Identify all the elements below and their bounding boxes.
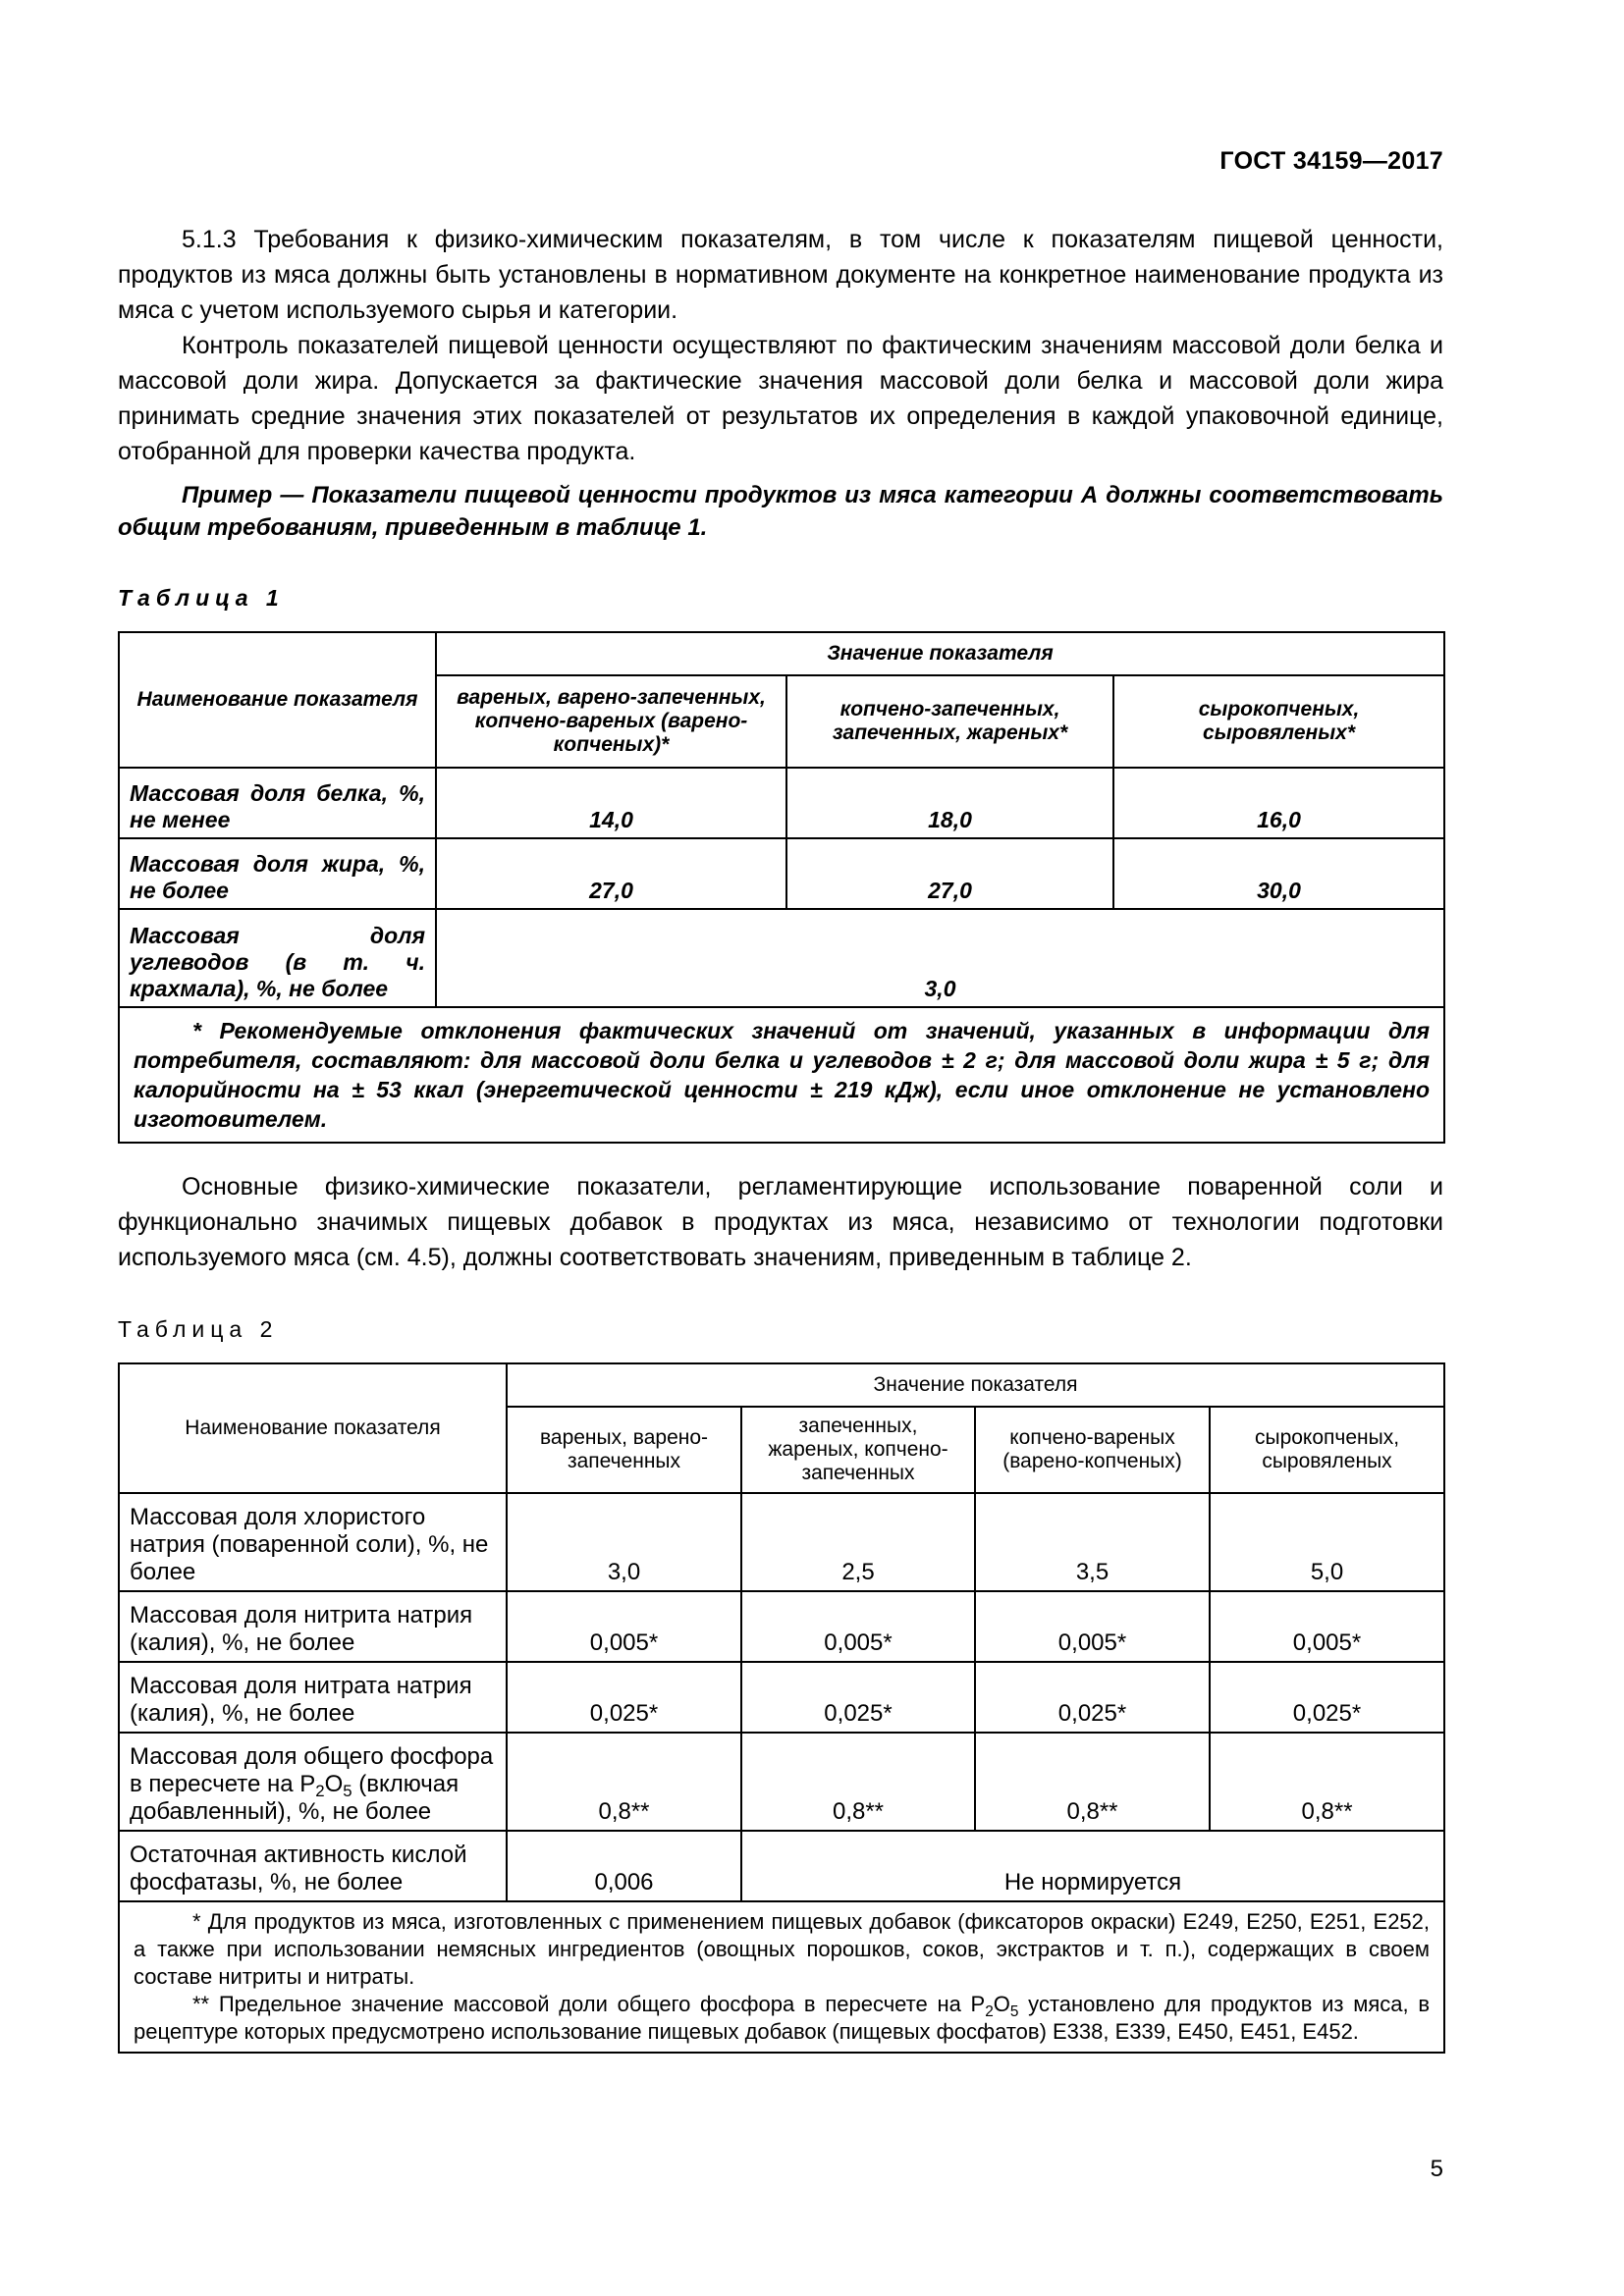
row-name: Массовая доля белка, %, не менее (119, 768, 436, 838)
table2-col-header: запеченных, жареных, копчено-запеченных (741, 1407, 975, 1493)
cell-value: 0,8** (975, 1733, 1210, 1831)
cell-value: 0,005* (975, 1591, 1210, 1662)
table2-header-name: Наименование показателя (119, 1363, 507, 1493)
table1-col-header: вареных, варено-запеченных, копчено-вареных (варено-копченых)* (436, 675, 786, 768)
table1-col-header: сырокопченых, сыровяленых* (1113, 675, 1444, 768)
cell-value: 3,0 (436, 909, 1444, 1007)
cell-value: 3,5 (975, 1493, 1210, 1591)
cell-value: 0,005* (507, 1591, 741, 1662)
table1-footnote: * Рекомендуемые отклонения фактических значений от значений, указанных в информации для потребителя, составляют: для массовой доли белка и углеводов ± 2 г; для массовой доли жира ± 5 г; для калорийности на ± 53 ккал (энергетической ценности ± 219 кДж), если иное отклонение не установлено изготовителем. (119, 1007, 1444, 1143)
cell-value: 0,005* (1210, 1591, 1444, 1662)
table1-caption: Таблица 1 (118, 585, 285, 611)
cell-value: 0,005* (741, 1591, 975, 1662)
cell-value: 16,0 (1113, 768, 1444, 838)
table2-footnotes (119, 1901, 1444, 2053)
cell-value: 0,025* (741, 1662, 975, 1733)
table2-footnote-2: ** Предельное значение массовой доли общего фосфора в пересчете на $P_2O_5$ установлено для продуктов из мяса, в рецептуре которых предусмотрено использование пищевых добавок (пищевых фосфатов) Е338, Е339, Е450, Е451, Е452. (134, 1992, 1431, 2044)
table-2 (118, 1362, 1445, 2054)
cell-value: 2,5 (741, 1493, 975, 1591)
cell-value: 5,0 (1210, 1493, 1444, 1591)
table-row (119, 909, 1444, 1007)
cell-value: 30,0 (1113, 838, 1444, 909)
page-number: 5 (1430, 2156, 1443, 2182)
row-name: Массовая доля жира, %, не более (119, 838, 436, 909)
cell-value: 3,0 (507, 1493, 741, 1591)
cell-value: 0,8** (507, 1733, 741, 1831)
row-name: Массовая доля нитрита натрия (калия), %, не более (119, 1591, 507, 1662)
table1-col-header: копчено-запеченных, запеченных, жареных* (786, 675, 1113, 768)
row-name: Массовая доля нитрата натрия (калия), %, не более (119, 1662, 507, 1733)
cell-value: 0,025* (1210, 1662, 1444, 1733)
paragraph-table2-intro: Основные физико-химические показатели, регламентирующие использование поваренной соли и функционально значимых пищевых добавок в продуктах из мяса, независимо от технологии подготовки используемого мяса (см. 4.5), должны соответствовать значениям, приведенным в таблице 2. (118, 1173, 1443, 1271)
table2-col-header: вареных, варено-запеченных (507, 1407, 741, 1493)
table-row (119, 838, 1444, 909)
table2-header-value: Значение показателя (507, 1363, 1444, 1407)
cell-value: 27,0 (786, 838, 1113, 909)
cell-value: Не нормируется (741, 1831, 1444, 1901)
table-row (119, 1831, 1444, 1901)
cell-value: 0,8** (1210, 1733, 1444, 1831)
example-note: Пример — Показатели пищевой ценности продуктов из мяса категории А должны соответствовать общим требованиям, приведенным в таблице 1. (118, 482, 1443, 541)
cell-value: 27,0 (436, 838, 786, 909)
paragraph-control: Контроль показателей пищевой ценности осуществляют по фактическим значениям массовой доли белка и массовой доли жира. Допускается за фактические значения массовой доли белка и массовой доли жира принимать средние значения этих показателей от результатов их определения в каждой упаковочной единице, отобранной для проверки качества продукта. (118, 332, 1443, 465)
row-name: Массовая доля общего фосфора в пересчете на $P_2O_5$ (включая добавленный), %, не более (119, 1733, 507, 1831)
table-row (119, 768, 1444, 838)
cell-value: 0,025* (507, 1662, 741, 1733)
cell-value: 0,025* (975, 1662, 1210, 1733)
document-header: ГОСТ 34159—2017 (1219, 147, 1443, 175)
cell-value: 0,8** (741, 1733, 975, 1831)
table1-header-name: Наименование показателя (119, 632, 436, 768)
table2-col-header: копчено-вареных (варено-копченых) (975, 1407, 1210, 1493)
table-row (119, 1591, 1444, 1662)
cell-value: 18,0 (786, 768, 1113, 838)
table2-col-header: сырокопченых, сыровяленых (1210, 1407, 1444, 1493)
table2-caption: Таблица 2 (118, 1316, 279, 1342)
table-row (119, 1733, 1444, 1831)
paragraph-5-1-3: 5.1.3 Требования к физико-химическим показателям, в том числе к показателям пищевой ценности, продуктов из мяса должны быть установлены в нормативном документе на конкретное наименование продукта из мяса с учетом используемого сырья и категории. (118, 226, 1443, 324)
table1-header-value: Значение показателя (436, 632, 1444, 675)
row-name: Остаточная активность кислой фосфатазы, %, не более (119, 1831, 507, 1901)
page-content (118, 222, 1443, 2054)
cell-value: 14,0 (436, 768, 786, 838)
cell-value: 0,006 (507, 1831, 741, 1901)
table-row (119, 1662, 1444, 1733)
row-name: Массовая доля углеводов (в т. ч. крахмала), %, не более (119, 909, 436, 1007)
table-row (119, 1493, 1444, 1591)
table2-footnote-1: * Для продуктов из мяса, изготовленных с применением пищевых добавок (фиксаторов окраски) Е249, Е250, Е251, Е252, а также при использовании немясных ингредиентов (овощных порошков, соков, экстрактов и т. п.), содержащих в своем составе нитриты и нитраты. (134, 1909, 1431, 1989)
table-1 (118, 631, 1445, 1144)
row-name: Массовая доля хлористого натрия (поваренной соли), %, не более (119, 1493, 507, 1591)
